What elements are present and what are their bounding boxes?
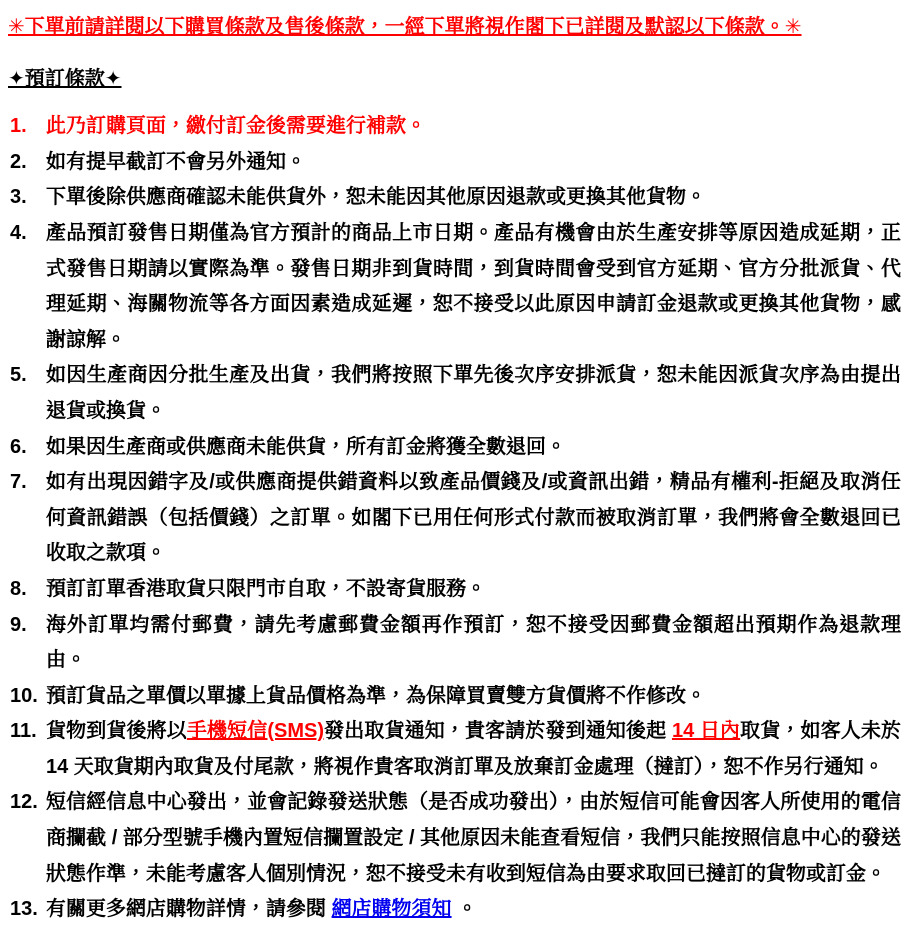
term-text-segment: 貨物到貨後將以 [46,720,187,743]
term-item-10 [8,679,901,715]
term-text: 如果因生產商或供應商未能供貨，所有訂金將獲全數退回。 [46,435,566,458]
term-text: 產品預訂發售日期僅為官方預計的商品上市日期。產品有機會由於生產安排等原因造成延期，正式發售日期請以實際為準。發售日期非到貨時間，到貨時間會受到官方延期、官方分批派貨、代理延期、海關物流等各方面因素造成延遲，恕不接受以此原因申請訂金退款或更換其他貨物，感謝諒解。 [46,221,901,351]
section-title [8,62,901,98]
shop-guide-link[interactable]: 網店購物須知 [331,898,452,921]
page-title: ✳下單前請詳閱以下購買條款及售後條款，一經下單將視作閣下已詳閱及默認以下條款。✳ [8,16,802,38]
term-item-7 [8,465,901,572]
terms-page [8,10,901,928]
term-text-segment: 。 [451,898,478,921]
term-number: 11. [10,720,37,743]
section-title-text: ✦預訂條款✦ [8,67,122,90]
term-number: 7. [10,471,27,494]
term-item-12 [8,785,901,892]
term-item-3 [8,180,901,216]
term-number: 1. [10,115,27,138]
term-text [46,898,477,920]
term-number: 6. [10,435,27,458]
sms-highlight: 手機短信(SMS) [186,720,325,743]
term-number: 12. [10,791,38,814]
pickup-deadline-highlight: 14 日內 [671,720,741,743]
term-text: 短信經信息中心發出，並會記錄發送狀態（是否成功發出），由於短信可能會因客人所使用的電信商攔截 / 部分型號手機內置短信攔置設定 / 其他原因未能查看短信，我們只能按照信息中心的發送狀態作準，未能考慮客人個別情況，恕不接受未有收到短信為由要求取回已撻訂的貨物或訂金。 [46,791,901,885]
term-text: 如有出現因錯字及/或供應商提供錯資料以致產品價錢及/或資訊出錯，精品有權利-拒絕及取消任何資訊錯誤（包括價錢）之訂單。如閣下已用任何形式付款而被取消訂單，我們將會全數退回已收取之款項。 [46,471,901,565]
term-text: 預訂貨品之單價以單據上貨品價格為準，為保障買賣雙方貨價將不作修改。 [46,684,706,707]
term-item-6 [8,430,901,466]
term-number: 3. [10,186,27,209]
term-item-11 [8,714,901,785]
term-text-segment: 有關更多網店購物詳情，請參閱 [46,898,332,921]
term-text: 下單後除供應商確認未能供貨外，恕未能因其他原因退款或更換其他貨物。 [46,186,706,209]
term-item-2 [8,145,901,181]
term-text [46,720,901,778]
term-text-segment: 發出取貨通知，貴客請於發到通知後起 [324,720,672,743]
term-item-8 [8,572,901,608]
terms-list [8,109,901,928]
term-text: 海外訂單均需付郵費，請先考慮郵費金額再作預訂，恕不接受因郵費金額超出預期作為退款理由。 [46,613,901,672]
term-number: 2. [10,150,27,173]
term-number: 8. [10,577,27,600]
term-item-5 [8,358,901,429]
term-item-9 [8,608,901,679]
term-number: 10. [10,684,38,707]
term-text: 如有提早截訂不會另外通知。 [46,150,306,173]
term-text: 此乃訂購頁面，繳付訂金後需要進行補款。 [46,115,426,138]
term-item-13 [8,892,901,928]
term-number: 5. [10,364,27,387]
term-number: 9. [10,613,27,636]
term-number: 13. [10,898,38,921]
term-item-4 [8,216,901,358]
term-number: 4. [10,221,27,244]
term-text: 預訂訂單香港取貨只限門市自取，不設寄貨服務。 [46,577,486,600]
term-text-segment: 取貨，如客人未於 14 天取貨期內取貨及付尾款，將視作貴客取消訂單及放棄訂金處理（撻訂），恕不作另行通知。 [46,720,902,778]
term-item-1 [8,109,901,145]
term-text: 如因生產商因分批生產及出貨，我們將按照下單先後次序安排派貨，恕未能因派貨次序為由提出退貨或換貨。 [46,364,901,422]
